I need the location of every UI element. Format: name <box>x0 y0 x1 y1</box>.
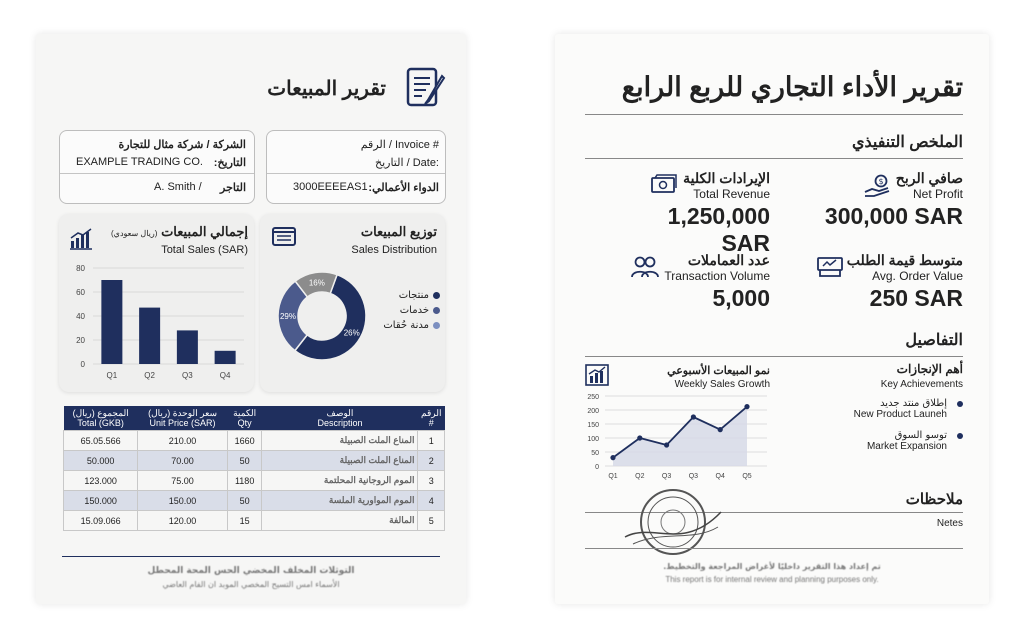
data-point <box>718 427 723 432</box>
col-total: المجموع (ريال) Total (GKB) <box>64 406 138 431</box>
y-tick-label: 200 <box>587 408 599 415</box>
invoice-info-box <box>266 130 446 204</box>
footer-divider <box>585 548 963 549</box>
y-tick-label: 0 <box>80 360 85 369</box>
aov-label-en: Avg. Order Value <box>872 269 963 283</box>
total-sales-card <box>59 214 254 392</box>
x-tick-label: Q2 <box>144 371 155 380</box>
bullet-dot <box>957 433 963 439</box>
title-divider <box>585 114 963 115</box>
y-tick-label: 40 <box>76 312 85 321</box>
x-tick-label: Q4 <box>219 371 231 380</box>
total-sales-bar-chart <box>59 262 254 390</box>
merchant-label: التاجر <box>220 182 246 194</box>
items-table <box>63 406 445 531</box>
transactions-label-ar: عدد العماملات <box>687 252 770 268</box>
x-tick-label: Q3 <box>182 371 193 380</box>
table-row: 50.000 70.00 50 المناع الملت الصبيلة 2 <box>64 451 445 471</box>
legend-label: مدنة حُقات <box>383 320 429 331</box>
achievement-item: توسو السوق Market Expansion <box>793 430 963 452</box>
table-row: 150.000 150.00 50 الموم المواورية الملسة 4 <box>64 491 445 511</box>
company-info-box <box>59 130 255 204</box>
data-point <box>637 435 642 440</box>
company-name-en: EXAMPLE TRADING CO. <box>76 156 203 168</box>
legend-item <box>372 288 440 303</box>
bar <box>215 351 236 364</box>
sales-distribution-donut <box>274 268 370 364</box>
col-unit-price: سعر الوحدة (ريال) Unit Price (SAR) <box>138 406 228 431</box>
series-area <box>613 407 747 466</box>
x-tick-label: Q3 <box>661 473 672 480</box>
distribution-title-en: Sales Distribution <box>351 244 437 256</box>
y-tick-label: 60 <box>76 288 85 297</box>
svg-text:$: $ <box>878 177 884 186</box>
revenue-label-en: Total Revenue <box>693 187 770 201</box>
col-qty: الكمية Qty <box>227 406 262 431</box>
data-point <box>691 414 696 419</box>
invoice-date: التاريخ / Date: <box>374 157 439 169</box>
profit-label-ar: صافي الربح <box>895 170 963 186</box>
achievement-item: إطلاق منتد جديد New Product Launeh <box>793 398 963 420</box>
merchant-name: A. Smith / <box>154 181 202 193</box>
details-heading: التفاصيل <box>905 332 963 349</box>
bar-chart-icon <box>69 228 93 250</box>
data-point <box>664 442 669 447</box>
legend-dot <box>433 307 440 314</box>
distribution-legend <box>372 288 440 333</box>
x-tick-label: Q1 <box>608 473 618 480</box>
x-tick-label: Q1 <box>106 371 118 380</box>
table-row: 65.05.566 210.00 1660 المناع الملت الصبيلة 1 <box>64 431 445 451</box>
date-label: التاريخ: <box>213 157 246 169</box>
company-name: الشركة / شركة مثال للتجارة <box>118 139 246 151</box>
footer-line-2: This report is for internal review and planning purposes only. <box>665 575 879 584</box>
growth-title-en: Weekly Sales Growth <box>674 379 770 390</box>
aov-label-ar: متوسط قيمة الطلب <box>846 252 963 268</box>
data-point <box>610 455 615 460</box>
legend-label: خدمات <box>399 305 429 316</box>
legend-label: منتجات <box>398 290 429 301</box>
profit-value: 300,000 SAR <box>824 203 963 229</box>
total-sales-title <box>111 224 248 240</box>
y-tick-label: 0 <box>595 464 599 471</box>
achievements-title-en: Key Achievements <box>880 379 963 390</box>
legend-dot <box>433 292 440 299</box>
total-sales-title-ar: إجمالي المبيعات <box>161 224 248 239</box>
x-tick-label: Q4 <box>715 473 725 480</box>
notes-text: Netes <box>936 518 963 529</box>
profit-label-en: Net Profit <box>912 187 963 201</box>
revenue-label-ar: الإيرادات الكلية <box>683 170 770 186</box>
y-tick-label: 100 <box>587 436 599 443</box>
sales-distribution-card <box>260 214 445 392</box>
table-header-row <box>64 406 445 431</box>
bullet-dot <box>957 401 963 407</box>
growth-title-ar: نمو المبيعات الأسبوعي <box>667 365 770 377</box>
distribution-title-ar: توزيع المبيعات <box>360 224 437 239</box>
performance-report-page <box>555 34 989 604</box>
slice-label: 16% <box>308 278 325 288</box>
legend-item <box>372 318 440 333</box>
transactions-label-en: Transaction Volume <box>664 269 770 283</box>
line-chart-icon <box>585 364 609 386</box>
legend-item <box>372 303 440 318</box>
footer-line-1: التوثلات المخلف المخضي الحس المحة المحطل <box>147 566 355 576</box>
slice-label: 26% <box>343 328 360 338</box>
aov-value: 250 SAR <box>869 285 963 311</box>
table-row: 123.000 75.00 1180 الموم الروجانية المحلتمة 3 <box>64 471 445 491</box>
legend-dot <box>433 322 440 329</box>
footer-divider <box>62 556 440 557</box>
calendar-list-icon <box>272 226 296 246</box>
y-tick-label: 20 <box>76 336 85 345</box>
transactions-value: 5,000 <box>712 285 770 311</box>
y-tick-label: 80 <box>76 264 85 273</box>
achievements-title-ar: أهم الإنجازات <box>896 362 963 376</box>
bar <box>177 330 198 364</box>
account-code: 3000EEEEAS1 <box>293 181 368 193</box>
col-description: الوصف Description <box>262 406 418 431</box>
document-edit-icon <box>404 66 448 110</box>
bar <box>139 308 160 364</box>
summary-heading: الملخص التنفيذي <box>851 134 963 151</box>
page-title: تقرير الأداء التجاري للربع الرابع <box>621 72 963 102</box>
total-sales-title-en: Total Sales (SAR) <box>161 244 248 256</box>
table-row: 15.09.066 120.00 15 المالفة 5 <box>64 511 445 531</box>
y-tick-label: 250 <box>587 394 599 401</box>
y-tick-label: 50 <box>591 450 599 457</box>
revenue-value: 1,250,000 SAR <box>667 203 770 256</box>
details-divider <box>585 356 963 357</box>
bar <box>101 280 122 364</box>
data-point <box>744 404 749 409</box>
weekly-growth-line-chart <box>577 392 777 482</box>
total-sales-unit: (ريال سعودي) <box>111 229 158 238</box>
official-stamp <box>623 482 723 562</box>
account-label: الدواء الأعمالي: <box>368 182 439 194</box>
notes-heading: ملاحظات <box>905 491 963 508</box>
invoice-number: الرقم / Invoice # <box>360 139 439 151</box>
summary-divider <box>585 158 963 159</box>
x-tick-label: Q3 <box>688 473 699 480</box>
x-tick-label: Q2 <box>635 473 645 480</box>
col-number: الرقم # <box>418 406 445 431</box>
y-tick-label: 150 <box>587 422 599 429</box>
sales-report-page <box>36 34 466 604</box>
footer-line-1: تم إعداد هذا التقرير داخليًا لأغراض المراجعة والتخطيط. <box>663 562 881 571</box>
slice-label: 29% <box>279 311 297 321</box>
page-title: تقرير المبيعات <box>267 78 386 100</box>
x-tick-label: Q5 <box>742 473 752 480</box>
footer-line-2: الأسماء امس التسيح المخصي الموبد ان الفام العاضي <box>162 580 340 589</box>
